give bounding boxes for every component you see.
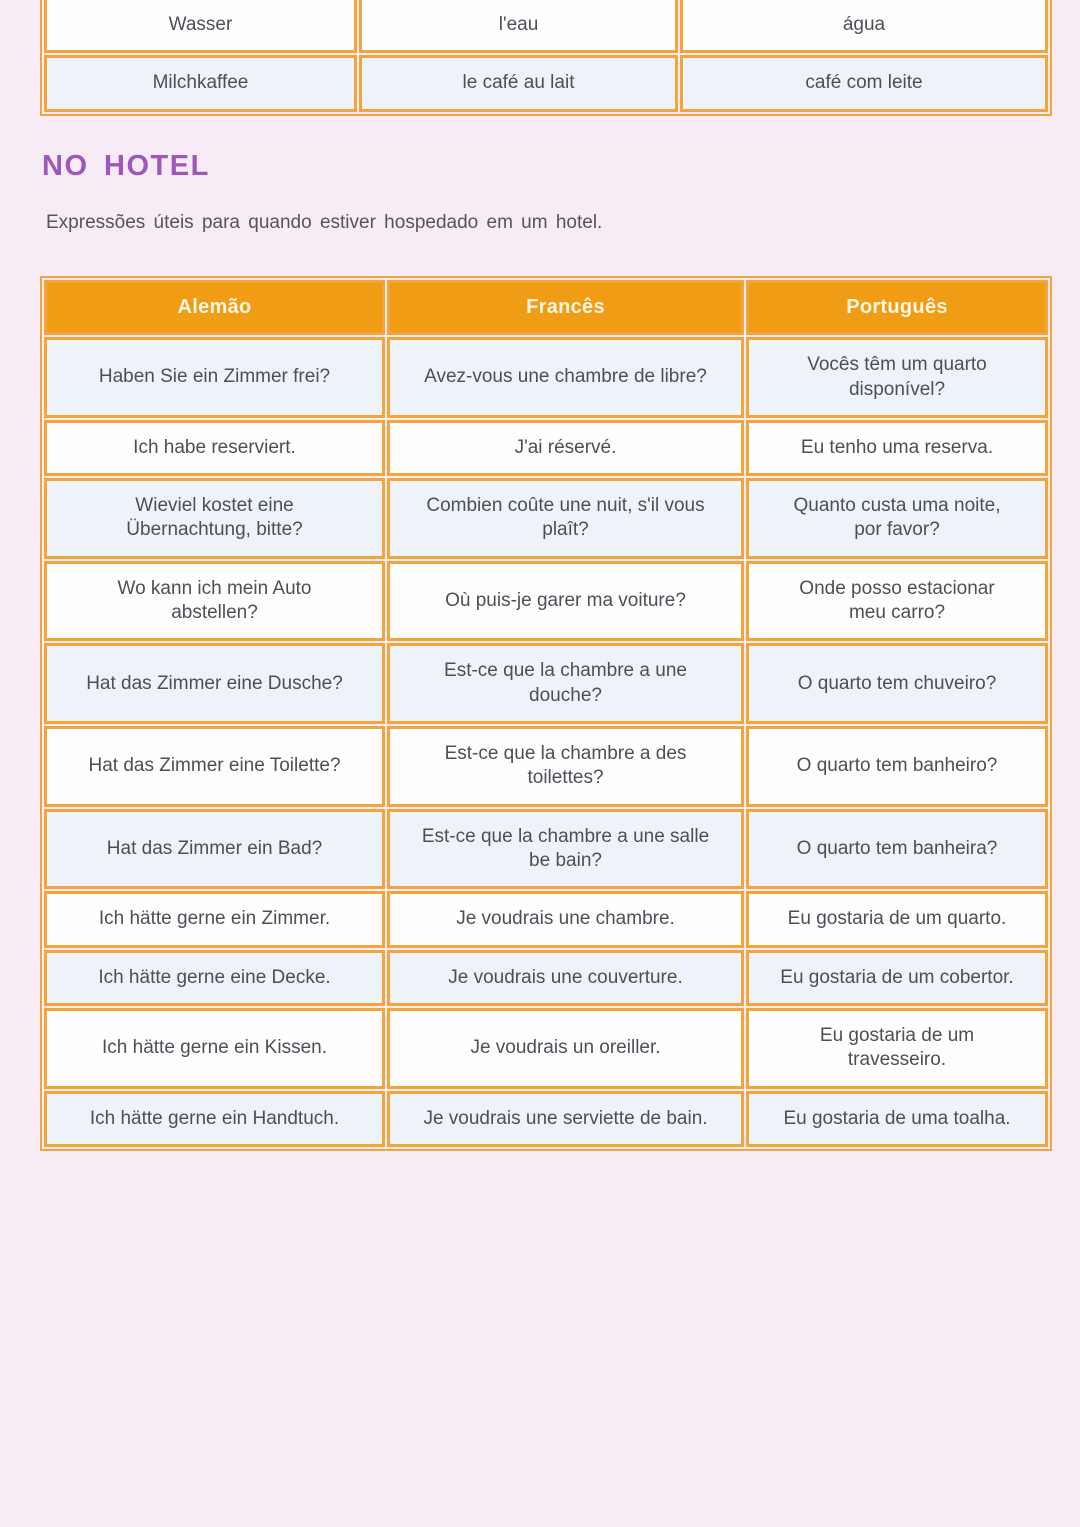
- column-header-portuguese: Português: [746, 280, 1048, 336]
- table-row: [44, 561, 1048, 642]
- hotel-table-container: [0, 276, 1080, 1151]
- table-cell-french: Est-ce que la chambre a une salle be bain?: [387, 809, 744, 890]
- table-row: [44, 643, 1048, 724]
- table-cell-french: l'eau: [359, 0, 678, 53]
- table-row: [44, 950, 1048, 1006]
- table-row: [44, 420, 1048, 476]
- section-title: NO HOTEL: [42, 149, 210, 182]
- table-row: [44, 1091, 1048, 1147]
- table-row: [44, 809, 1048, 890]
- table-cell-portuguese: Onde posso estacionar meu carro?: [746, 561, 1048, 642]
- table-cell-german: Wo kann ich mein Auto abstellen?: [44, 561, 385, 642]
- table-row: [44, 478, 1048, 559]
- table-cell-german: Ich hätte gerne ein Handtuch.: [44, 1091, 385, 1147]
- table-header-row: [44, 280, 1048, 336]
- table-cell-german: Ich hätte gerne eine Decke.: [44, 950, 385, 1006]
- column-header-german: Alemão: [44, 280, 385, 336]
- section-description: Expressões úteis para quando estiver hospedado em um hotel.: [46, 211, 603, 233]
- table-cell-french: Je voudrais une couverture.: [387, 950, 744, 1006]
- table-cell-french: J'ai réservé.: [387, 420, 744, 476]
- table-cell-german: Hat das Zimmer eine Dusche?: [44, 643, 385, 724]
- table-row: [44, 337, 1048, 418]
- table-cell-portuguese: Eu gostaria de um cobertor.: [746, 950, 1048, 1006]
- table-cell-portuguese: Eu tenho uma reserva.: [746, 420, 1048, 476]
- table-cell-portuguese: Vocês têm um quarto disponível?: [746, 337, 1048, 418]
- column-header-french: Francês: [387, 280, 744, 336]
- table-cell-french: Est-ce que la chambre a des toilettes?: [387, 726, 744, 807]
- table-cell-french: Je voudrais une serviette de bain.: [387, 1091, 744, 1147]
- table-cell-portuguese: Quanto custa uma noite, por favor?: [746, 478, 1048, 559]
- table-cell-german: Milchkaffee: [44, 55, 357, 111]
- table-cell-portuguese: Eu gostaria de um travesseiro.: [746, 1008, 1048, 1089]
- table-cell-portuguese: O quarto tem chuveiro?: [746, 643, 1048, 724]
- table-cell-french: le café au lait: [359, 55, 678, 111]
- table-row: [44, 726, 1048, 807]
- table-cell-german: Hat das Zimmer eine Toilette?: [44, 726, 385, 807]
- table-cell-german: Wasser: [44, 0, 357, 53]
- hotel-phrases-table: [40, 276, 1052, 1151]
- vocabulary-table-top: [40, 0, 1052, 116]
- table-cell-french: Est-ce que la chambre a une douche?: [387, 643, 744, 724]
- table-cell-german: Ich hätte gerne ein Kissen.: [44, 1008, 385, 1089]
- table-cell-french: Je voudrais un oreiller.: [387, 1008, 744, 1089]
- table-row: [44, 0, 1048, 53]
- table-row: [44, 891, 1048, 947]
- table-cell-french: Où puis-je garer ma voiture?: [387, 561, 744, 642]
- table-cell-portuguese: O quarto tem banheira?: [746, 809, 1048, 890]
- table-row: [44, 1008, 1048, 1089]
- table-cell-portuguese: O quarto tem banheiro?: [746, 726, 1048, 807]
- table-cell-german: Wieviel kostet eine Übernachtung, bitte?: [44, 478, 385, 559]
- table-cell-portuguese: Eu gostaria de um quarto.: [746, 891, 1048, 947]
- table-row: [44, 55, 1048, 111]
- table-cell-portuguese: água: [680, 0, 1048, 53]
- table-cell-german: Hat das Zimmer ein Bad?: [44, 809, 385, 890]
- table-cell-french: Avez-vous une chambre de libre?: [387, 337, 744, 418]
- table-cell-german: Haben Sie ein Zimmer frei?: [44, 337, 385, 418]
- table-cell-german: Ich habe reserviert.: [44, 420, 385, 476]
- table-cell-portuguese: Eu gostaria de uma toalha.: [746, 1091, 1048, 1147]
- table-cell-german: Ich hätte gerne ein Zimmer.: [44, 891, 385, 947]
- table-cell-french: Je voudrais une chambre.: [387, 891, 744, 947]
- table-cell-french: Combien coûte une nuit, s'il vous plaît?: [387, 478, 744, 559]
- table-cell-portuguese: café com leite: [680, 55, 1048, 111]
